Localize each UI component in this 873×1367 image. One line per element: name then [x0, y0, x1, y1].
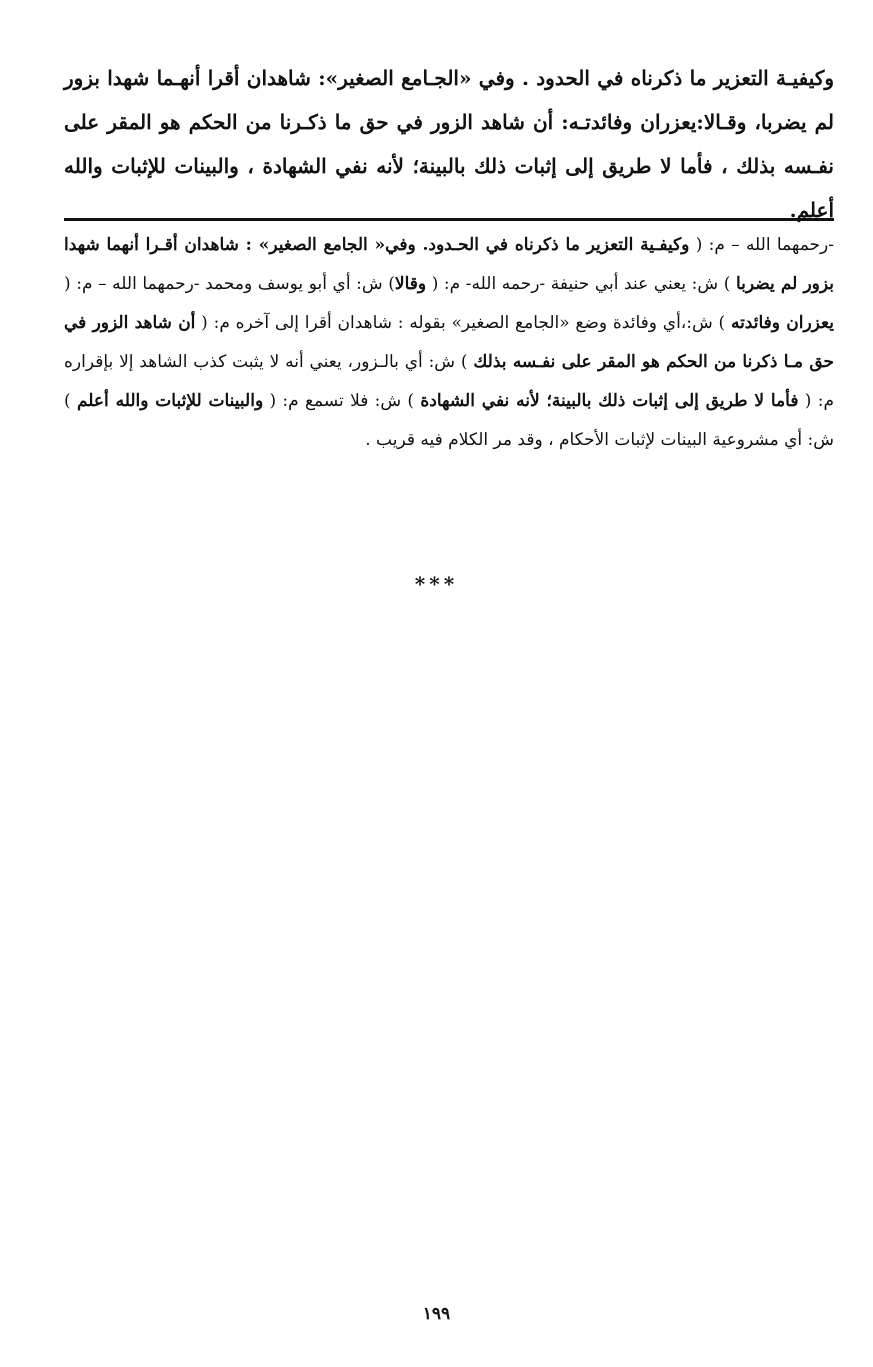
commentary-quoted-text: وقالا — [394, 274, 427, 294]
commentary-quoted-text: والبينات للإثبات والله أعلم — [76, 391, 264, 411]
footnote-divider-rule — [64, 218, 834, 221]
commentary-quoted-text: فأما لا طريق إلى إثبات ذلك بالبينة؛ لأنه نفي الشهادة — [420, 391, 799, 411]
commentary-block — [64, 226, 834, 460]
commentary-text: ) ش:،أي وفائدة وضع «الجامع الصغير» بقوله : شاهدان أقرا إلى آخره م: ( — [195, 313, 731, 333]
commentary-text: ) ش: فلا تسمع م: ( — [263, 391, 421, 411]
commentary-text: ) ش: أي مشروعية البينات لإثبات الأحكام ، وقد مر الكلام فيه قريب . — [64, 391, 834, 450]
section-separator: *** — [414, 572, 459, 596]
commentary-text: -رحمهما الله – م: ( — [689, 235, 835, 255]
commentary-text: ) ش: أي بالـزور، يعني أنه لا يثبت كذب الشاهد إلا بإقراره م: ( — [64, 352, 834, 411]
commentary-paragraph — [64, 226, 834, 460]
commentary-text: ) ش: يعني عند أبي حنيفة -رحمه الله- م: ( — [426, 274, 736, 294]
commentary-quoted-text: أن شاهد الزور في حق مـا ذكرنا من الحكم هو المقر على نفـسه بذلك — [64, 313, 835, 372]
commentary-quoted-text: يعزران وفائدته — [730, 313, 834, 333]
main-text-paragraph: وكيفيـة التعزير ما ذكرناه في الحدود . وفي «الجـامع الصغير»: شاهدان أقرا أنهـما شهدا بزور لم يضربا، وقـالا:يعزران وفائدتـه: أن شاهد الزور في حق ما ذكـرنا من الحكم هو المقر على نفـسه بذلك ، فأما لا طريق إلى إثبات ذلك بالبينة؛ لأنه نفي الشهادة ، والبينات للإثبات والله أعلم. — [64, 66, 834, 222]
main-text-block — [64, 56, 834, 232]
page-number: ١٩٩ — [422, 1304, 451, 1324]
commentary-text: ) ش: أي أبو يوسف ومحمد -رحمهما الله – م: ( — [64, 274, 395, 294]
commentary-quoted-text: وكيفـية التعزير ما ذكرناه في الحـدود. وفي« الجامع الصغير» : شاهدان أقـرا أنهما شهدا بزور لم يضربا — [64, 235, 834, 294]
